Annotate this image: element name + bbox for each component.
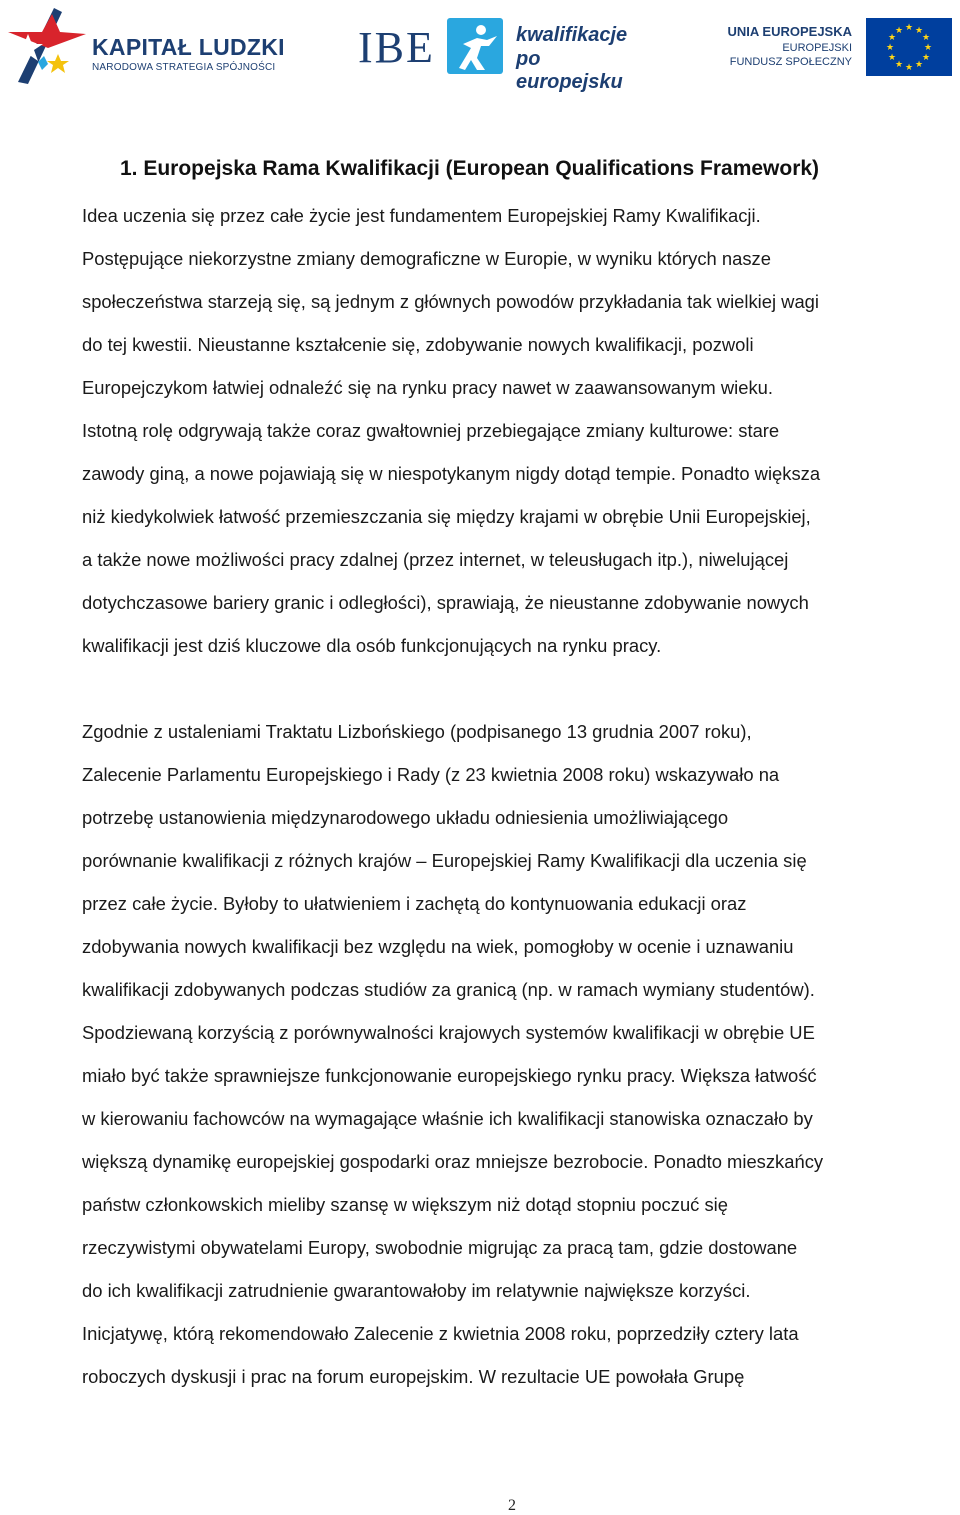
section-heading: 1. Europejska Rama Kwalifikacji (European Qualifications Framework) bbox=[120, 157, 820, 180]
ibe-logo bbox=[352, 14, 642, 93]
text-line: kwalifikacji zdobywanych podczas studiów za granicą (np. w ramach wymiany studentów). bbox=[82, 979, 815, 1000]
eu-line-3: FUNDUSZ SPOŁECZNY bbox=[729, 56, 852, 68]
text-line: Postępujące niekorzystne zmiany demograficzne w Europie, w wyniku których nasze bbox=[82, 248, 771, 269]
svg-text:★: ★ bbox=[904, 63, 914, 73]
svg-text:★: ★ bbox=[904, 23, 914, 33]
eu-flag-icon bbox=[866, 18, 952, 76]
svg-text:★: ★ bbox=[894, 26, 904, 36]
svg-text:★: ★ bbox=[914, 60, 924, 70]
kapital-ludzki-title: KAPITAŁ LUDZKI bbox=[92, 34, 285, 60]
svg-text:★: ★ bbox=[887, 53, 897, 63]
eu-line-1: UNIA EUROPEJSKA bbox=[727, 24, 852, 39]
page-header bbox=[0, 0, 960, 95]
text-line: Zgodnie z ustaleniami Traktatu Lizbońskiego (podpisanego 13 grudnia 2007 roku), bbox=[82, 721, 752, 742]
kapital-ludzki-subtitle: NARODOWA STRATEGIA SPÓJNOŚCI bbox=[92, 62, 276, 73]
text-line: Inicjatywę, którą rekomendowało Zalecenie z kwietnia 2008 roku, poprzedziły cztery lata bbox=[82, 1323, 799, 1344]
text-line: społeczeństwa starzeją się, są jednym z głównych powodów przykładania tak wielkiej wagi bbox=[82, 291, 819, 312]
ibe-tagline-2: po europejsku bbox=[516, 48, 623, 93]
svg-text:★: ★ bbox=[914, 26, 924, 36]
ibe-tagline-1: kwalifikacje bbox=[516, 24, 628, 46]
page-number: 2 bbox=[508, 1497, 516, 1514]
svg-text:★: ★ bbox=[921, 53, 931, 63]
text-line: potrzebę ustanowienia międzynarodowego układu odniesienia umożliwiającego bbox=[82, 807, 729, 828]
text-line: niż kiedykolwiek łatwość przemieszczania się między krajami w obrębie Unii Europejskiej, bbox=[82, 506, 811, 527]
svg-text:★: ★ bbox=[887, 33, 897, 43]
text-line: kwalifikacji jest dziś kluczowe dla osób funkcjonujących na rynku pracy. bbox=[82, 635, 662, 656]
kapital-ludzki-logo bbox=[8, 4, 298, 90]
text-line: Idea uczenia się przez całe życie jest fundamentem Europejskiej Ramy Kwalifikacji. bbox=[82, 205, 761, 226]
text-line: zdobywania nowych kwalifikacji bez względu na wiek, pomogłoby w ocenie i uznawaniu bbox=[82, 936, 794, 957]
svg-text:★: ★ bbox=[921, 33, 931, 43]
ibe-name: IBE bbox=[358, 23, 435, 72]
svg-text:★: ★ bbox=[923, 43, 933, 53]
text-line: dotychczasowe bariery granic i odległości), sprawiają, że nieustanne zdobywanie nowych bbox=[82, 592, 809, 613]
text-line: Europejczykom łatwiej odnaleźć się na rynku pracy nawet w zaawansowanym wieku. bbox=[82, 377, 773, 398]
text-line: Zalecenie Parlamentu Europejskiego i Rady (z 23 kwietnia 2008 roku) wskazywało na bbox=[82, 764, 780, 785]
text-line: Spodziewaną korzyścią z porównywalności krajowych systemów kwalifikacji w obrębie UE bbox=[82, 1022, 815, 1043]
text-line: zawody giną, a nowe pojawiają się w niespotykanym nigdy dotąd tempie. Ponadto większa bbox=[82, 463, 821, 484]
svg-text:★: ★ bbox=[885, 43, 895, 53]
text-line: większą dynamikę europejskiej gospodarki oraz mniejsze bezrobocie. Ponadto mieszkańcy bbox=[82, 1151, 824, 1172]
text-line: miało być także sprawniejsze funkcjonowanie europejskiego rynku pracy. Większa łatwość bbox=[82, 1065, 817, 1086]
text-line: w kierowaniu fachowców na wymagające właśnie ich kwalifikacji stanowiska oznaczało by bbox=[82, 1108, 813, 1129]
eu-line-2: EUROPEJSKI bbox=[782, 42, 852, 54]
text-line: Istotną rolę odgrywają także coraz gwałtowniej przebiegające zmiany kulturowe: stare bbox=[82, 420, 780, 441]
text-line: porównanie kwalifikacji z różnych krajów – Europejskiej Ramy Kwalifikacji dla uczenia się bbox=[82, 850, 807, 871]
text-line: państw członkowskich mieliby szansę w większym niż dotąd stopniu poczuć się bbox=[82, 1194, 728, 1215]
text-line: do ich kwalifikacji zatrudnienie gwarantowałoby im relatywnie największe korzyści. bbox=[82, 1280, 751, 1301]
svg-text:★: ★ bbox=[894, 60, 904, 70]
eu-logo bbox=[727, 16, 952, 78]
text-line: rzeczywistymi obywatelami Europy, swobodnie migrując za pracą tam, gdzie dostowane bbox=[82, 1237, 798, 1258]
text-line: a także nowe możliwości pracy zdalnej (przez internet, w teleusługach itp.), niwelującej bbox=[82, 549, 789, 570]
text-line: przez całe życie. Byłoby to ułatwieniem i zachętą do kontynuowania edukacji oraz bbox=[82, 893, 747, 914]
text-line: roboczych dyskusji i prac na forum europejskim. W rezultacie UE powołała Grupę bbox=[82, 1366, 745, 1387]
ibe-figure-icon bbox=[447, 18, 503, 74]
kapital-ludzki-emblem-icon bbox=[8, 4, 88, 90]
text-line: do tej kwestii. Nieustanne kształcenie się, zdobywanie nowych kwalifikacji, pozwoli bbox=[82, 334, 754, 355]
